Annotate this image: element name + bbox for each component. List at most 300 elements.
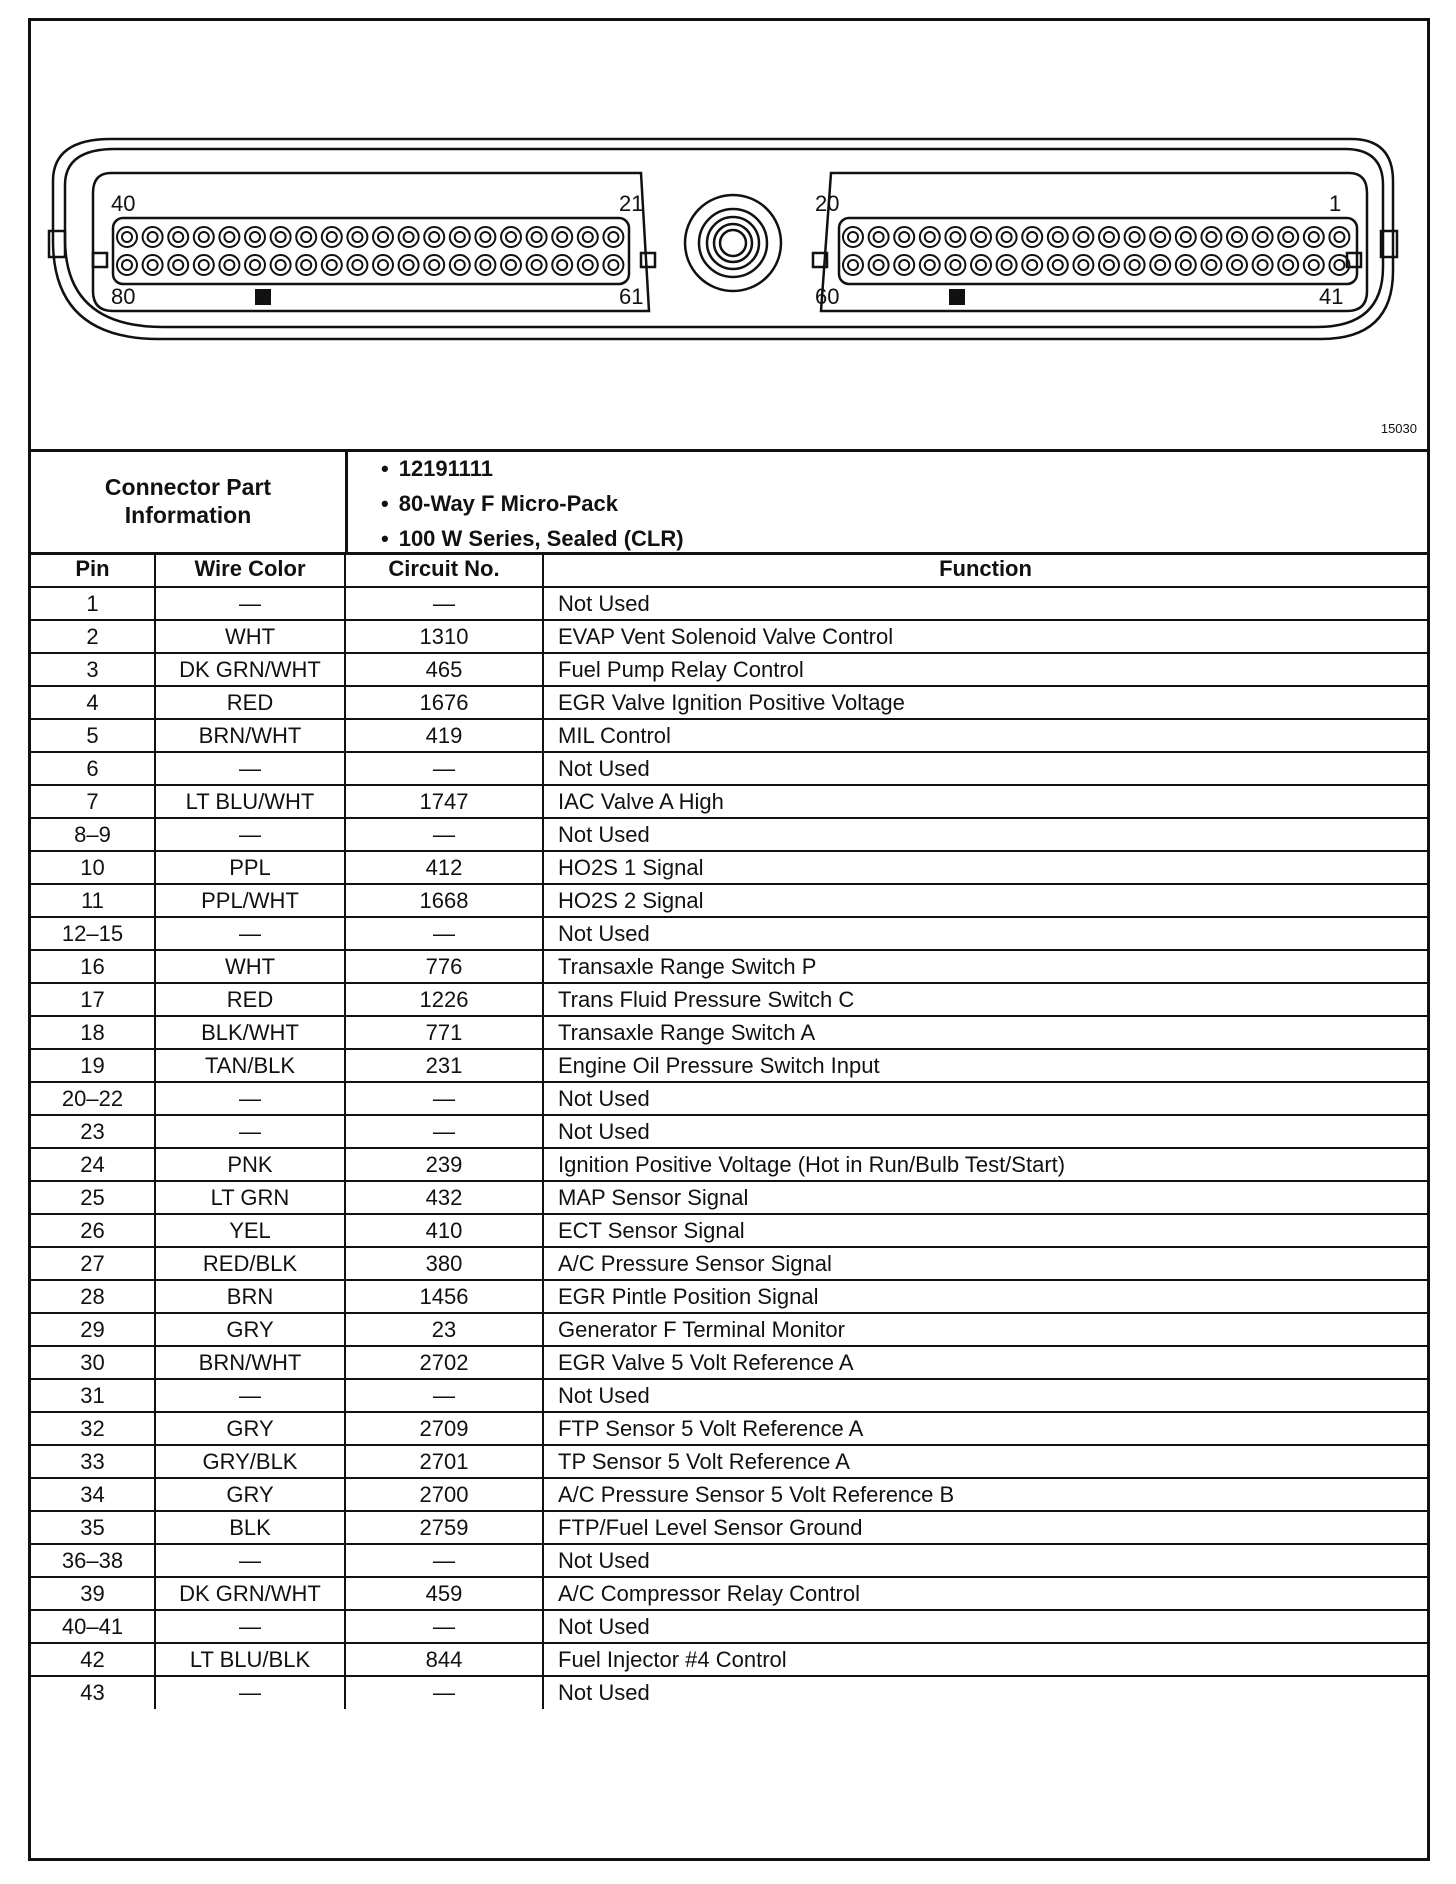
right-pin-hole bbox=[1329, 227, 1349, 247]
circuit-no-cell: 844 bbox=[345, 1643, 543, 1676]
left-pin-hole-inner bbox=[199, 260, 209, 270]
left-pin-hole bbox=[424, 255, 444, 275]
right-pin-hole-inner bbox=[1181, 260, 1191, 270]
right-pin-hole bbox=[1227, 227, 1247, 247]
pin-cell: 42 bbox=[31, 1643, 155, 1676]
function-cell: Not Used bbox=[543, 1115, 1427, 1148]
right-pin-hole bbox=[1201, 227, 1221, 247]
wire-color-cell: BLK/WHT bbox=[155, 1016, 345, 1049]
table-row bbox=[31, 851, 1427, 884]
wire-color-cell: WHT bbox=[155, 620, 345, 653]
wire-color-cell: WHT bbox=[155, 950, 345, 983]
right-pin-hole bbox=[1227, 255, 1247, 275]
right-pin-hole-inner bbox=[1334, 232, 1344, 242]
right-pin-hole bbox=[869, 255, 889, 275]
table-row bbox=[31, 785, 1427, 818]
connector-info-label: Connector Part Information bbox=[31, 449, 348, 552]
left-pin-hole-inner bbox=[122, 232, 132, 242]
circuit-no-cell: 2759 bbox=[345, 1511, 543, 1544]
header-circuit-no: Circuit No. bbox=[345, 552, 543, 587]
left-pin-hole-inner bbox=[301, 260, 311, 270]
right-pin-hole-inner bbox=[874, 260, 884, 270]
left-pin-hole-inner bbox=[148, 260, 158, 270]
pin-cell: 29 bbox=[31, 1313, 155, 1346]
function-cell: Not Used bbox=[543, 1610, 1427, 1643]
pin-cell: 36–38 bbox=[31, 1544, 155, 1577]
left-pin-hole bbox=[143, 255, 163, 275]
left-pin-hole bbox=[296, 227, 316, 247]
circuit-no-cell: 1747 bbox=[345, 785, 543, 818]
table-row bbox=[31, 752, 1427, 785]
circuit-no-cell: 776 bbox=[345, 950, 543, 983]
circuit-no-cell: 1456 bbox=[345, 1280, 543, 1313]
function-cell: Not Used bbox=[543, 587, 1427, 620]
pin-cell: 34 bbox=[31, 1478, 155, 1511]
pin-cell: 2 bbox=[31, 620, 155, 653]
function-cell: Not Used bbox=[543, 1544, 1427, 1577]
right-pin-hole bbox=[1022, 255, 1042, 275]
left-pin-hole-inner bbox=[327, 260, 337, 270]
right-pin-hole-inner bbox=[1181, 232, 1191, 242]
left-pin-hole bbox=[578, 255, 598, 275]
left-pin-hole bbox=[322, 255, 342, 275]
circuit-no-cell: 2702 bbox=[345, 1346, 543, 1379]
right-pin-hole-inner bbox=[1027, 232, 1037, 242]
left-pin-hole bbox=[450, 227, 470, 247]
right-pin-hole-inner bbox=[1104, 232, 1114, 242]
right-pin-hole bbox=[1201, 255, 1221, 275]
right-pin-hole bbox=[1048, 255, 1068, 275]
right-pin-hole bbox=[1253, 227, 1273, 247]
function-cell: Ignition Positive Voltage (Hot in Run/Bulb Test/Start) bbox=[543, 1148, 1427, 1181]
table-row bbox=[31, 587, 1427, 620]
table-row bbox=[31, 1544, 1427, 1577]
right-pin-hole-inner bbox=[1130, 232, 1140, 242]
circuit-no-cell: — bbox=[345, 1379, 543, 1412]
function-cell: ECT Sensor Signal bbox=[543, 1214, 1427, 1247]
right-pin-hole-inner bbox=[1232, 232, 1242, 242]
circuit-no-cell: 410 bbox=[345, 1214, 543, 1247]
function-cell: Engine Oil Pressure Switch Input bbox=[543, 1049, 1427, 1082]
left-pin-hole-inner bbox=[480, 232, 490, 242]
wire-color-cell: YEL bbox=[155, 1214, 345, 1247]
table-row bbox=[31, 1247, 1427, 1280]
function-cell: MIL Control bbox=[543, 719, 1427, 752]
left-pin-hole-inner bbox=[608, 260, 618, 270]
circuit-no-cell: 23 bbox=[345, 1313, 543, 1346]
left-pin-hole bbox=[373, 227, 393, 247]
function-cell: EGR Valve Ignition Positive Voltage bbox=[543, 686, 1427, 719]
pin-rows bbox=[31, 587, 1427, 1709]
wire-color-cell: GRY bbox=[155, 1313, 345, 1346]
wire-color-cell: GRY/BLK bbox=[155, 1445, 345, 1478]
wire-color-cell: LT BLU/WHT bbox=[155, 785, 345, 818]
right-pin-hole-inner bbox=[1053, 260, 1063, 270]
left-pin-hole bbox=[347, 227, 367, 247]
circuit-no-cell: 380 bbox=[345, 1247, 543, 1280]
left-pin-hole-inner bbox=[224, 260, 234, 270]
function-cell: A/C Pressure Sensor 5 Volt Reference B bbox=[543, 1478, 1427, 1511]
wire-color-cell: RED bbox=[155, 686, 345, 719]
left-pin-hole-inner bbox=[404, 260, 414, 270]
left-pin-hole bbox=[271, 227, 291, 247]
right-pin-hole-inner bbox=[925, 260, 935, 270]
wire-color-cell: PNK bbox=[155, 1148, 345, 1181]
left-pin-hole bbox=[501, 227, 521, 247]
left-pin-hole bbox=[219, 227, 239, 247]
circuit-no-cell: — bbox=[345, 1610, 543, 1643]
left-pin-hole-inner bbox=[250, 260, 260, 270]
pin-cell: 12–15 bbox=[31, 917, 155, 950]
header-function: Function bbox=[543, 552, 1427, 587]
left-pin-hole bbox=[475, 255, 495, 275]
right-pin-hole-inner bbox=[1078, 232, 1088, 242]
left-pin-hole-inner bbox=[327, 232, 337, 242]
table-row bbox=[31, 1478, 1427, 1511]
circuit-no-cell: 239 bbox=[345, 1148, 543, 1181]
left-pin-hole-inner bbox=[199, 232, 209, 242]
right-pin-hole-inner bbox=[1258, 232, 1268, 242]
function-cell: Generator F Terminal Monitor bbox=[543, 1313, 1427, 1346]
circuit-no-cell: 2700 bbox=[345, 1478, 543, 1511]
right-pin-hole bbox=[997, 255, 1017, 275]
pin-cell: 16 bbox=[31, 950, 155, 983]
table-row bbox=[31, 1346, 1427, 1379]
pin-cell: 18 bbox=[31, 1016, 155, 1049]
function-cell: FTP Sensor 5 Volt Reference A bbox=[543, 1412, 1427, 1445]
right-pin-hole-inner bbox=[950, 232, 960, 242]
right-pin-hole-inner bbox=[1232, 260, 1242, 270]
function-cell: EGR Valve 5 Volt Reference A bbox=[543, 1346, 1427, 1379]
connector-face-diagram bbox=[31, 21, 1427, 449]
wire-color-cell: GRY bbox=[155, 1412, 345, 1445]
right-pin-hole bbox=[1150, 227, 1170, 247]
left-pin-hole-inner bbox=[429, 260, 439, 270]
table-header-row bbox=[31, 552, 1427, 587]
function-cell: Trans Fluid Pressure Switch C bbox=[543, 983, 1427, 1016]
wire-color-cell: — bbox=[155, 1082, 345, 1115]
wire-color-cell: — bbox=[155, 1379, 345, 1412]
function-cell: Not Used bbox=[543, 1082, 1427, 1115]
wire-color-cell: BRN/WHT bbox=[155, 1346, 345, 1379]
right-pin-hole bbox=[945, 255, 965, 275]
table-row bbox=[31, 950, 1427, 983]
pin-cell: 28 bbox=[31, 1280, 155, 1313]
function-cell: Transaxle Range Switch A bbox=[543, 1016, 1427, 1049]
table-row bbox=[31, 1610, 1427, 1643]
pin-label-20: 20 bbox=[815, 191, 840, 216]
circuit-no-cell: 771 bbox=[345, 1016, 543, 1049]
function-cell: MAP Sensor Signal bbox=[543, 1181, 1427, 1214]
wire-color-cell: TAN/BLK bbox=[155, 1049, 345, 1082]
circuit-no-cell: — bbox=[345, 587, 543, 620]
left-pin-hole-inner bbox=[250, 232, 260, 242]
left-pin-hole bbox=[194, 255, 214, 275]
connector-type: • 80-Way F Micro-Pack bbox=[381, 486, 684, 521]
left-pin-hole bbox=[168, 227, 188, 247]
circuit-no-cell: 419 bbox=[345, 719, 543, 752]
function-cell: HO2S 1 Signal bbox=[543, 851, 1427, 884]
pin-cell: 3 bbox=[31, 653, 155, 686]
pin-cell: 5 bbox=[31, 719, 155, 752]
left-pin-hole bbox=[168, 255, 188, 275]
function-cell: A/C Compressor Relay Control bbox=[543, 1577, 1427, 1610]
right-pin-hole-inner bbox=[1130, 260, 1140, 270]
right-pin-hole-inner bbox=[874, 232, 884, 242]
left-pin-hole bbox=[194, 227, 214, 247]
left-pin-hole-inner bbox=[301, 232, 311, 242]
right-pin-hole bbox=[1125, 255, 1145, 275]
left-pin-hole bbox=[578, 227, 598, 247]
pin-cell: 25 bbox=[31, 1181, 155, 1214]
pin-cell: 4 bbox=[31, 686, 155, 719]
table-row bbox=[31, 1511, 1427, 1544]
right-pin-hole-inner bbox=[848, 260, 858, 270]
right-pin-hole-inner bbox=[899, 260, 909, 270]
left-pin-hole bbox=[450, 255, 470, 275]
right-pin-hole-inner bbox=[1206, 260, 1216, 270]
table-row bbox=[31, 1181, 1427, 1214]
circuit-no-cell: — bbox=[345, 752, 543, 785]
left-pin-hole bbox=[527, 255, 547, 275]
right-pin-hole-inner bbox=[1283, 260, 1293, 270]
pin-cell: 23 bbox=[31, 1115, 155, 1148]
circuit-no-cell: 412 bbox=[345, 851, 543, 884]
left-pin-hole bbox=[347, 255, 367, 275]
table-row bbox=[31, 818, 1427, 851]
left-pin-hole-inner bbox=[173, 232, 183, 242]
table-row bbox=[31, 983, 1427, 1016]
right-pin-block bbox=[839, 218, 1357, 284]
left-pin-hole bbox=[117, 255, 137, 275]
table-row bbox=[31, 1115, 1427, 1148]
right-polarization-key bbox=[949, 289, 965, 305]
wire-color-cell: GRY bbox=[155, 1478, 345, 1511]
right-pin-hole-inner bbox=[848, 232, 858, 242]
right-pin-hole bbox=[1176, 227, 1196, 247]
right-pin-hole-inner bbox=[1104, 260, 1114, 270]
pin-cell: 19 bbox=[31, 1049, 155, 1082]
pin-cell: 8–9 bbox=[31, 818, 155, 851]
right-pin-hole-inner bbox=[1283, 232, 1293, 242]
function-cell: HO2S 2 Signal bbox=[543, 884, 1427, 917]
function-cell: Not Used bbox=[543, 752, 1427, 785]
circuit-no-cell: — bbox=[345, 917, 543, 950]
left-pin-hole bbox=[373, 255, 393, 275]
left-pin-hole-inner bbox=[455, 260, 465, 270]
circuit-no-cell: 1676 bbox=[345, 686, 543, 719]
table-row bbox=[31, 1643, 1427, 1676]
left-pin-hole bbox=[219, 255, 239, 275]
header-pin: Pin bbox=[31, 552, 155, 587]
left-pin-hole bbox=[271, 255, 291, 275]
left-pin-hole-inner bbox=[352, 260, 362, 270]
left-polarization-key bbox=[255, 289, 271, 305]
wire-color-cell: — bbox=[155, 917, 345, 950]
right-pin-hole-inner bbox=[1206, 232, 1216, 242]
right-pin-hole bbox=[971, 255, 991, 275]
right-pin-hole-inner bbox=[976, 260, 986, 270]
wire-color-cell: BLK bbox=[155, 1511, 345, 1544]
circuit-no-cell: 1310 bbox=[345, 620, 543, 653]
right-pin-hole bbox=[1125, 227, 1145, 247]
circuit-no-cell: 1226 bbox=[345, 983, 543, 1016]
table-row bbox=[31, 1577, 1427, 1610]
table-row bbox=[31, 1049, 1427, 1082]
right-pin-hole bbox=[1278, 255, 1298, 275]
table-row bbox=[31, 1148, 1427, 1181]
figure-id: 15030 bbox=[1380, 421, 1417, 436]
connector-diagram-panel bbox=[31, 21, 1427, 452]
function-cell: Fuel Pump Relay Control bbox=[543, 653, 1427, 686]
pin-cell: 40–41 bbox=[31, 1610, 155, 1643]
pin-out-table bbox=[31, 552, 1427, 1709]
table-row bbox=[31, 1313, 1427, 1346]
wire-color-cell: — bbox=[155, 1610, 345, 1643]
left-pin-hole-inner bbox=[276, 260, 286, 270]
function-cell: Fuel Injector #4 Control bbox=[543, 1643, 1427, 1676]
pin-cell: 11 bbox=[31, 884, 155, 917]
left-pin-hole bbox=[475, 227, 495, 247]
right-pin-hole bbox=[1176, 255, 1196, 275]
pin-cell: 32 bbox=[31, 1412, 155, 1445]
wire-color-cell: RED bbox=[155, 983, 345, 1016]
left-pin-hole-inner bbox=[173, 260, 183, 270]
left-pin-hole-inner bbox=[532, 232, 542, 242]
left-pin-hole bbox=[322, 227, 342, 247]
left-pin-hole bbox=[603, 227, 623, 247]
right-pin-hole-inner bbox=[1002, 260, 1012, 270]
pin-cell: 35 bbox=[31, 1511, 155, 1544]
left-pin-hole-inner bbox=[557, 232, 567, 242]
right-pin-hole-inner bbox=[1002, 232, 1012, 242]
left-pin-hole-inner bbox=[583, 232, 593, 242]
right-pin-hole bbox=[869, 227, 889, 247]
circuit-no-cell: — bbox=[345, 1676, 543, 1709]
right-pin-hole bbox=[1099, 227, 1119, 247]
right-pin-hole-inner bbox=[1155, 232, 1165, 242]
wire-color-cell: LT BLU/BLK bbox=[155, 1643, 345, 1676]
right-pin-hole bbox=[920, 255, 940, 275]
pin-cell: 24 bbox=[31, 1148, 155, 1181]
function-cell: EVAP Vent Solenoid Valve Control bbox=[543, 620, 1427, 653]
right-pin-hole bbox=[997, 227, 1017, 247]
right-pin-hole-inner bbox=[1258, 260, 1268, 270]
wire-color-cell: DK GRN/WHT bbox=[155, 653, 345, 686]
pin-cell: 31 bbox=[31, 1379, 155, 1412]
right-pin-hole bbox=[1073, 227, 1093, 247]
circuit-no-cell: — bbox=[345, 1082, 543, 1115]
pin-cell: 43 bbox=[31, 1676, 155, 1709]
right-pin-hole bbox=[1304, 255, 1324, 275]
table-row bbox=[31, 1016, 1427, 1049]
table-row bbox=[31, 1082, 1427, 1115]
left-pin-hole bbox=[552, 255, 572, 275]
pin-label-60: 60 bbox=[815, 284, 840, 309]
function-cell: Not Used bbox=[543, 1379, 1427, 1412]
connector-document bbox=[28, 18, 1430, 1861]
pin-cell: 20–22 bbox=[31, 1082, 155, 1115]
left-pin-hole bbox=[399, 255, 419, 275]
function-cell: IAC Valve A High bbox=[543, 785, 1427, 818]
connector-info-list bbox=[381, 451, 684, 556]
function-cell: Not Used bbox=[543, 1676, 1427, 1709]
table-row bbox=[31, 1412, 1427, 1445]
right-pin-hole-inner bbox=[899, 232, 909, 242]
wire-color-cell: — bbox=[155, 1544, 345, 1577]
left-pin-hole bbox=[552, 227, 572, 247]
circuit-no-cell: 1668 bbox=[345, 884, 543, 917]
circuit-no-cell: 231 bbox=[345, 1049, 543, 1082]
wire-color-cell: — bbox=[155, 818, 345, 851]
circuit-no-cell: — bbox=[345, 1544, 543, 1577]
right-pin-hole-inner bbox=[1309, 232, 1319, 242]
right-pin-hole-inner bbox=[1334, 260, 1344, 270]
circuit-no-cell: 459 bbox=[345, 1577, 543, 1610]
wire-color-cell: RED/BLK bbox=[155, 1247, 345, 1280]
pin-label-61: 61 bbox=[619, 284, 644, 309]
connector-series: • 100 W Series, Sealed (CLR) bbox=[381, 521, 684, 556]
right-pin-hole-inner bbox=[1078, 260, 1088, 270]
left-pin-hole-inner bbox=[276, 232, 286, 242]
right-pin-hole-inner bbox=[976, 232, 986, 242]
circuit-no-cell: 2701 bbox=[345, 1445, 543, 1478]
pin-cell: 33 bbox=[31, 1445, 155, 1478]
circuit-no-cell: 2709 bbox=[345, 1412, 543, 1445]
right-pin-hole bbox=[920, 227, 940, 247]
right-pin-hole-inner bbox=[1309, 260, 1319, 270]
table-row bbox=[31, 620, 1427, 653]
right-pin-hole bbox=[843, 255, 863, 275]
left-pin-hole-inner bbox=[404, 232, 414, 242]
right-pin-hole bbox=[971, 227, 991, 247]
pin-cell: 7 bbox=[31, 785, 155, 818]
wire-color-cell: BRN bbox=[155, 1280, 345, 1313]
left-pin-hole bbox=[501, 255, 521, 275]
left-pin-block bbox=[113, 218, 629, 284]
connector-part-information bbox=[31, 449, 1427, 555]
table-row bbox=[31, 1280, 1427, 1313]
wire-color-cell: BRN/WHT bbox=[155, 719, 345, 752]
right-pin-hole bbox=[894, 255, 914, 275]
function-cell: FTP/Fuel Level Sensor Ground bbox=[543, 1511, 1427, 1544]
function-cell: A/C Pressure Sensor Signal bbox=[543, 1247, 1427, 1280]
pin-cell: 10 bbox=[31, 851, 155, 884]
wire-color-cell: PPL/WHT bbox=[155, 884, 345, 917]
wire-color-cell: DK GRN/WHT bbox=[155, 1577, 345, 1610]
left-pin-hole bbox=[424, 227, 444, 247]
left-pin-hole-inner bbox=[480, 260, 490, 270]
left-pin-hole-inner bbox=[557, 260, 567, 270]
right-pin-hole bbox=[1253, 255, 1273, 275]
table-row bbox=[31, 884, 1427, 917]
left-pin-hole bbox=[296, 255, 316, 275]
wire-color-cell: — bbox=[155, 1115, 345, 1148]
left-pin-hole bbox=[399, 227, 419, 247]
pin-label-1: 1 bbox=[1329, 191, 1342, 216]
right-pin-hole bbox=[945, 227, 965, 247]
right-pin-hole bbox=[1150, 255, 1170, 275]
left-pin-hole bbox=[245, 227, 265, 247]
function-cell: Not Used bbox=[543, 818, 1427, 851]
left-pin-hole-inner bbox=[455, 232, 465, 242]
left-pin-hole-inner bbox=[532, 260, 542, 270]
left-pin-hole-inner bbox=[429, 232, 439, 242]
left-pin-hole-inner bbox=[122, 260, 132, 270]
wire-color-cell: — bbox=[155, 1676, 345, 1709]
pin-cell: 6 bbox=[31, 752, 155, 785]
left-pin-hole bbox=[245, 255, 265, 275]
